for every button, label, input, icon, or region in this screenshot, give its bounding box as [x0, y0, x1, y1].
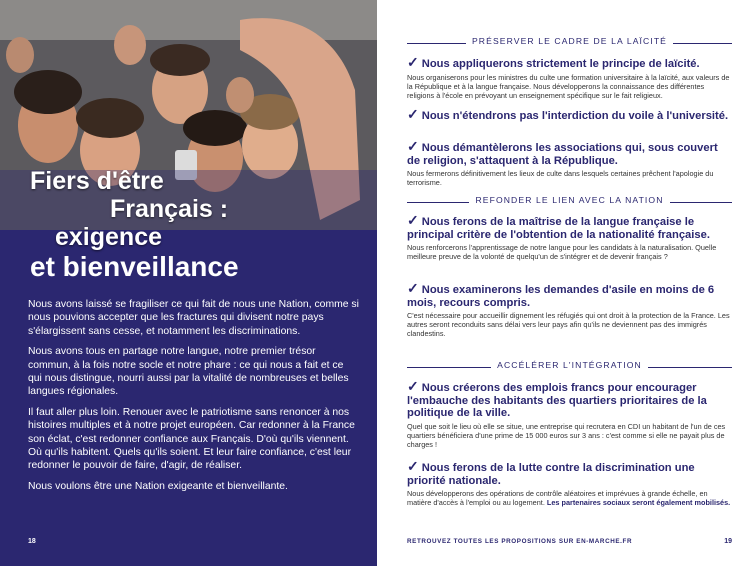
section-heading-integration — [407, 360, 732, 374]
proposal-title: Nous créerons des emplois francs pour encourager l'embauche des habitants des quartiers prioritaires de la politique de la ville. — [407, 382, 707, 419]
proposal-text-bold: Les partenaires sociaux seront également mobilisés. — [546, 498, 731, 508]
section-heading-nation — [407, 195, 732, 209]
page-number-left: 18 — [28, 538, 36, 545]
paragraph: Nous avons tous en partage notre langue, notre premier trésor commun, à la fois notre socle et notre phare : ce qui nous a fait et ce qui nous distingue, nourri aussi par la vitalité de nombreuses et belles langues régionales. — [28, 346, 349, 398]
proposal-text: Nous fermerons définitivement les lieux de culte dans lesquels certaines prêchent l'apologie du terrorisme. — [407, 169, 714, 188]
proposal-title: Nous n'étendrons pas l'interdiction du voile à l'université. — [421, 110, 729, 122]
proposal-title: Nous ferons de la maîtrise de la langue française le principal critère de l'obtention de la nationalité française. — [407, 216, 710, 241]
proposal-text: C'est nécessaire pour accueillir dignement les réfugiés qui ont droit à la protection de la France. Les autres seront reconduits sans délai vers leur pays afin qu'ils ne deviennent pas des immigrés clandestins. — [407, 311, 730, 339]
proposal-text: Nous renforcerons l'apprentissage de notre langue pour les candidats à la naturalisation. Quelle meilleure preuve de la volonté de quelqu'un de s'intégrer et de devenir français ? — [407, 243, 717, 262]
check-icon: ✓ — [407, 378, 419, 394]
proposal-item — [407, 282, 732, 339]
section-heading-label: REFONDER LE LIEN AVEC LA NATION — [469, 195, 669, 205]
page-number-right: 19 — [724, 538, 732, 545]
proposal-text — [407, 489, 732, 507]
proposal-title: Nous appliquerons strictement le principe de laïcité. — [421, 58, 700, 70]
proposal-title: Nous ferons de la lutte contre la discrimination une priorité nationale. — [407, 462, 695, 487]
check-icon: ✓ — [407, 54, 419, 70]
proposal-text: Nous organiserons pour les ministres du culte une formation universitaire à la laïcité, aux valeurs de la République et à la langue française. Nous développerons la connaissance des différentes religions à l'école en prévoyant un enseignement spécifique sur le fait religieux. — [407, 72, 730, 100]
section-heading-laicite — [407, 36, 732, 50]
footer-link-text[interactable]: RETROUVEZ TOUTES LES PROPOSITIONS SUR EN-MARCHE.FR — [407, 538, 633, 545]
proposal-item — [407, 108, 732, 123]
proposal-text-regular: Nous développerons des opérations de contrôle aléatoires et imprévues à grande échelle, en matière d'accès à l'emploi ou au logement. — [407, 489, 708, 508]
proposal-item — [407, 140, 732, 187]
proposal-item — [407, 380, 732, 449]
section-heading-label: PRÉSERVER LE CADRE DE LA LAÏCITÉ — [466, 36, 673, 46]
proposal-title: Nous démantèlerons les associations qui, sous couvert de religion, s'attaquent à la République. — [407, 142, 718, 167]
paragraph: Il faut aller plus loin. Renouer avec le patriotisme sans renoncer à nos histoires multiples et à notre projet européen. Car redonner à la France son éclat, c'est redonner confiance aux Français. D'où qu'ils viennent. Où qu'ils habitent. Quels qu'ils soient. Et leur faire confiance, c'est leur redonner le pouvoir de faire, d'agir, de réaliser. — [28, 406, 355, 472]
paragraph: Nous voulons être une Nation exigeante et bienveillante. — [28, 480, 288, 492]
proposal-item — [407, 56, 732, 100]
title-line-2: Français : — [110, 195, 229, 223]
check-icon: ✓ — [407, 212, 419, 228]
title-line-3: exigence — [55, 223, 163, 251]
title-line-4: et bienveillance — [30, 251, 239, 282]
right-page — [377, 0, 754, 566]
check-icon: ✓ — [407, 106, 419, 122]
check-icon: ✓ — [407, 138, 419, 154]
proposal-title: Nous examinerons les demandes d'asile en moins de 6 mois, recours compris. — [407, 284, 715, 309]
proposal-item — [407, 460, 732, 507]
section-heading-label: ACCÉLÉRER L'INTÉGRATION — [491, 360, 648, 370]
proposal-item — [407, 214, 732, 261]
title-line-1: Fiers d'être — [30, 167, 164, 195]
check-icon: ✓ — [407, 280, 419, 296]
check-icon: ✓ — [407, 458, 419, 474]
paragraph: Nous avons laissé se fragiliser ce qui fait de nous une Nation, comme si nous pouvions accepter que les fractures qui divisent notre pays s'élargissent sans cesse, et notamment les discriminations. — [28, 299, 359, 337]
left-body-text — [28, 298, 360, 500]
proposal-text: Quel que soit le lieu où elle se situe, une entreprise qui recrutera en CDI un habitant de l'un de ces quartiers bénéficiera d'une prime de 15 000 euros sur 3 ans : c'est comme si elle ne payait plus de charges ! — [407, 421, 726, 449]
